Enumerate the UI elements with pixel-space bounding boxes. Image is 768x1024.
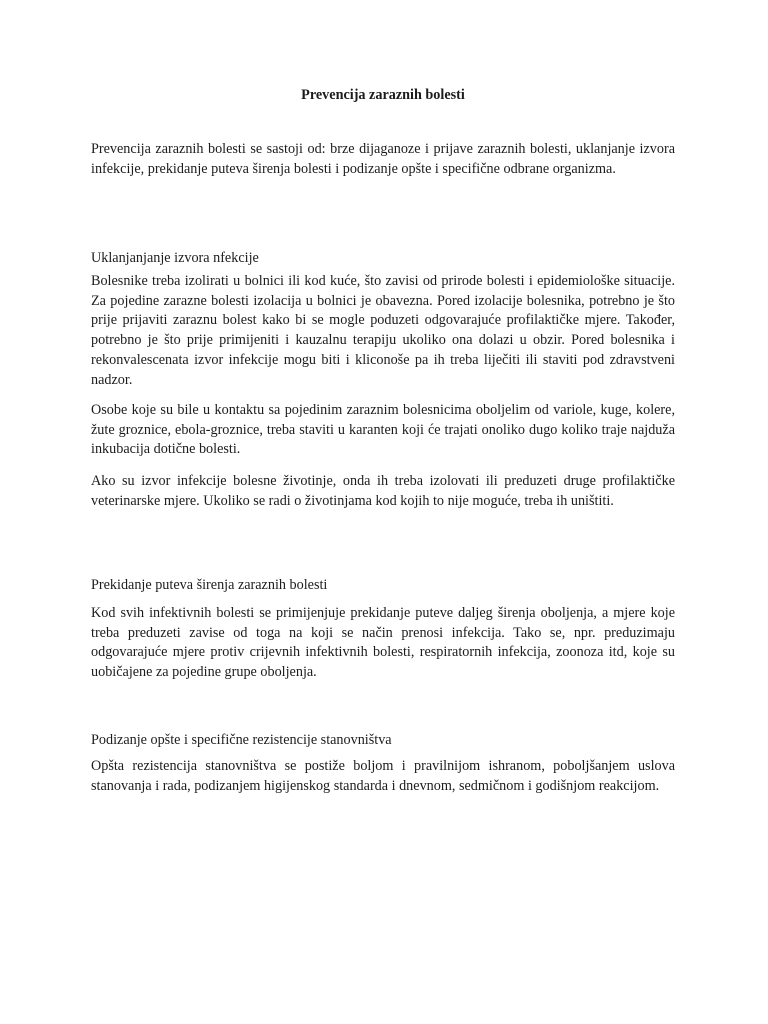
section-resistance-paragraph: Opšta rezistencija stanovništva se postiže boljom i pravilnijom ishranom, poboljšanjem uslova stanovanja i rada, podizanjem higijenskog standarda i dnevnom, sedmičnom i godišnjom reakcijom.	[91, 758, 675, 794]
section-source-removal-paragraph-3: Ako su izvor infekcije bolesne životinje, onda ih treba izolovati ili preduzeti druge profilaktičke veterinarske mjere. Ukoliko se radi o životinjama kod kojih to nije moguće, treba ih uništiti.	[91, 473, 675, 509]
section-heading-source-removal: Uklanjanjanje izvora nfekcije	[91, 250, 259, 266]
section-source-removal-paragraph-1: Bolesnike treba izolirati u bolnici ili kod kuće, što zavisi od prirode bolesti i epidemiološke situacije. Za pojedine zarazne bolesti izolacija u bolnici je obavezna. Pored izolacije bolesnika, potrebno je što prije prijaviti zaraznu bolest kako bi se mogle poduzeti odgovarajuće profilaktičke mjere. Također, potrebno je što prije primijeniti i kauzalnu terapiju ukoliko ona dolazi u obzir. Pored bolesnika i rekonvalescenata izvor infekcije mogu biti i kliconoše pa ih treba liječiti ili staviti pod zdravstveni nadzor.	[91, 273, 675, 388]
intro-paragraph: Prevencija zaraznih bolesti se sastoji od: brze dijaganoze i prijave zaraznih bolesti, uklanjanje izvora infekcije, prekidanje puteva širenja bolesti i podizanje opšte i specifične odbrane organizma.	[91, 141, 675, 177]
section-source-removal-paragraph-2: Osobe koje su bile u kontaktu sa pojedinim zaraznim bolesnicima oboljelim od variole, kuge, kolere, žute groznice, ebola-groznice, treba staviti u karanten koji će trajati onoliko dugo koliko traje najduža inkubacija dotične bolesti.	[91, 402, 675, 458]
section-transmission-paragraph: Kod svih infektivnih bolesti se primijenjuje prekidanje puteve daljeg širenja oboljenja, a mjere koje treba preduzeti zavise od toga na koji se način prenosi infekcija. Tako se, npr. preduzimaju odgovarajuće mjere protiv crijevnih infektivnih bolesti, respiratornih infekcija, zoonoza itd, koje su uobičajene za pojedine grupe oboljenja.	[91, 605, 675, 681]
section-heading-resistance: Podizanje opšte i specifične rezistencije stanovništva	[91, 732, 392, 748]
section-heading-transmission: Prekidanje puteva širenja zaraznih bolesti	[91, 577, 328, 593]
document-title: Prevencija zaraznih bolesti	[301, 87, 465, 103]
